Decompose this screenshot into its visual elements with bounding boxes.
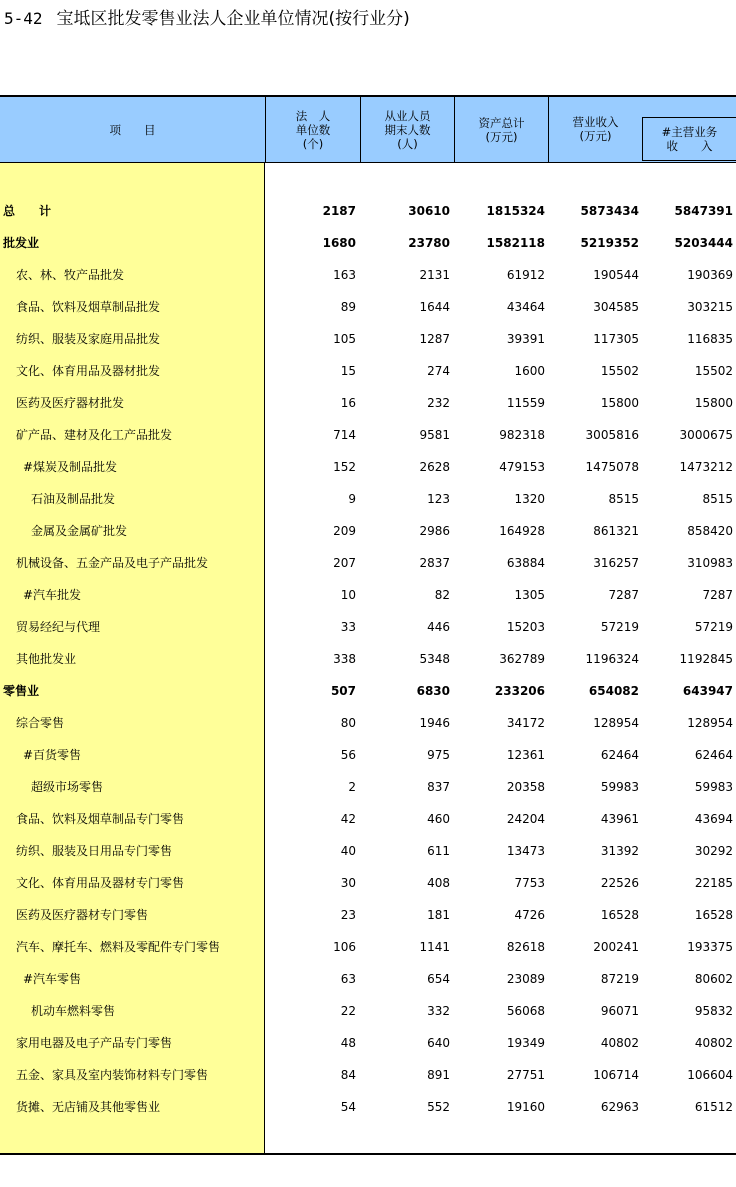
cell-total-assets: 34172 [506,716,545,730]
cell-operating-revenue: 40802 [600,1036,639,1050]
cell-employees: 975 [427,748,450,762]
cell-employees: 9581 [419,428,450,442]
row-label: #汽车批发 [23,588,82,602]
row-label: 综合零售 [16,716,65,730]
cell-unit-count: 2 [348,780,356,794]
cell-employees: 123 [427,492,450,506]
row-label: 总 计 [3,204,52,218]
cell-total-assets: 20358 [506,780,545,794]
cell-main-business-revenue: 57219 [694,620,733,634]
row-label: 纺织、服装及家庭用品批发 [16,332,161,346]
cell-total-assets: 39391 [506,332,545,346]
cell-total-assets: 479153 [499,460,545,474]
cell-unit-count: 33 [340,620,356,634]
cell-operating-revenue: 22526 [600,876,639,890]
row-label: 食品、饮料及烟草制品专门零售 [16,812,185,826]
cell-employees: 408 [427,876,450,890]
cell-total-assets: 982318 [499,428,545,442]
cell-total-assets: 233206 [494,684,545,698]
row-label: 批发业 [3,236,40,250]
table-row [0,675,736,707]
header-total-assets: 资产总计 (万元) [454,97,548,163]
cell-unit-count: 63 [340,972,356,986]
row-label: 家用电器及电子产品专门零售 [16,1036,173,1050]
row-label: #汽车零售 [23,972,82,986]
cell-main-business-revenue: 16528 [694,908,733,922]
row-label: 贸易经纪与代理 [16,620,101,634]
table-title: 宝坻区批发零售业法人企业单位情况(按行业分) [56,9,410,29]
table-row [0,803,736,835]
cell-total-assets: 13473 [506,844,545,858]
cell-unit-count: 207 [333,556,356,570]
cell-unit-count: 23 [340,908,356,922]
cell-employees: 30610 [408,204,450,218]
cell-operating-revenue: 200241 [593,940,639,954]
cell-employees: 552 [427,1100,450,1114]
cell-employees: 837 [427,780,450,794]
table-row [0,899,736,931]
cell-unit-count: 10 [340,588,356,602]
table-row [0,771,736,803]
cell-operating-revenue: 5873434 [580,204,639,218]
cell-employees: 2628 [419,460,450,474]
cell-employees: 1644 [419,300,450,314]
table-row [0,259,736,291]
cell-total-assets: 4726 [514,908,545,922]
cell-total-assets: 24204 [506,812,545,826]
cell-unit-count: 1680 [322,236,356,250]
row-label: 其他批发业 [16,652,77,666]
cell-unit-count: 40 [340,844,356,858]
cell-operating-revenue: 15800 [600,396,639,410]
cell-operating-revenue: 62464 [600,748,639,762]
row-label: 超级市场零售 [31,780,104,794]
cell-total-assets: 56068 [506,1004,545,1018]
cell-unit-count: 89 [340,300,356,314]
cell-operating-revenue: 106714 [593,1068,639,1082]
cell-employees: 23780 [408,236,450,250]
row-label: 农、林、牧产品批发 [16,268,125,282]
cell-main-business-revenue: 128954 [687,716,733,730]
cell-employees: 1946 [419,716,450,730]
cell-main-business-revenue: 15502 [694,364,733,378]
cell-operating-revenue: 128954 [593,716,639,730]
row-label: 机动车燃料零售 [31,1004,116,1018]
cell-total-assets: 164928 [499,524,545,538]
cell-main-business-revenue: 106604 [687,1068,733,1082]
cell-operating-revenue: 117305 [593,332,639,346]
cell-operating-revenue: 31392 [600,844,639,858]
cell-main-business-revenue: 62464 [694,748,733,762]
cell-main-business-revenue: 3000675 [679,428,733,442]
cell-employees: 2131 [419,268,450,282]
cell-employees: 1141 [419,940,450,954]
cell-unit-count: 54 [340,1100,356,1114]
cell-operating-revenue: 62963 [600,1100,639,1114]
table-row [0,451,736,483]
cell-total-assets: 82618 [506,940,545,954]
cell-unit-count: 105 [333,332,356,346]
table-row [0,739,736,771]
cell-employees: 2986 [419,524,450,538]
row-label: 汽车、摩托车、燃料及零配件专门零售 [16,940,221,954]
cell-operating-revenue: 5219352 [580,236,639,250]
cell-unit-count: 15 [340,364,356,378]
cell-unit-count: 48 [340,1036,356,1050]
cell-total-assets: 61912 [506,268,545,282]
cell-employees: 5348 [419,652,450,666]
header-operating-revenue: 营业收入 (万元) [548,97,642,163]
cell-total-assets: 362789 [499,652,545,666]
cell-unit-count: 30 [340,876,356,890]
cell-operating-revenue: 43961 [600,812,639,826]
table-row [0,195,736,227]
cell-employees: 6830 [416,684,450,698]
table-row [0,323,736,355]
table-number: 5-42 [4,9,43,28]
row-label: 纺织、服装及日用品专门零售 [16,844,173,858]
cell-employees: 82 [434,588,450,602]
cell-total-assets: 19160 [506,1100,545,1114]
cell-total-assets: 1305 [514,588,545,602]
cell-main-business-revenue: 858420 [687,524,733,538]
cell-main-business-revenue: 190369 [687,268,733,282]
table-row [0,227,736,259]
cell-employees: 611 [427,844,450,858]
cell-total-assets: 19349 [506,1036,545,1050]
cell-total-assets: 1320 [514,492,545,506]
header-main-business-revenue: #主营业务 收 入 [642,117,736,161]
cell-total-assets: 11559 [506,396,545,410]
table-row [0,643,736,675]
cell-employees: 232 [427,396,450,410]
table-header [0,95,736,163]
cell-total-assets: 1600 [514,364,545,378]
cell-employees: 891 [427,1068,450,1082]
cell-main-business-revenue: 116835 [687,332,733,346]
cell-employees: 654 [427,972,450,986]
cell-operating-revenue: 3005816 [585,428,639,442]
cell-main-business-revenue: 30292 [694,844,733,858]
cell-operating-revenue: 15502 [600,364,639,378]
cell-unit-count: 80 [340,716,356,730]
cell-main-business-revenue: 15800 [694,396,733,410]
statistics-table [0,95,736,1155]
table-bottom-border [0,1153,736,1155]
cell-main-business-revenue: 80602 [694,972,733,986]
cell-main-business-revenue: 95832 [694,1004,733,1018]
row-label: 零售业 [3,684,40,698]
row-label: 文化、体育用品及器材专门零售 [16,876,185,890]
table-row [0,611,736,643]
cell-main-business-revenue: 1192845 [679,652,733,666]
row-label: 机械设备、五金产品及电子产品批发 [16,556,209,570]
table-row [0,291,736,323]
cell-total-assets: 43464 [506,300,545,314]
cell-total-assets: 12361 [506,748,545,762]
cell-main-business-revenue: 43694 [694,812,733,826]
header-employees: 从业人员 期末人数 (人) [360,97,454,163]
table-row [0,1059,736,1091]
cell-unit-count: 714 [333,428,356,442]
cell-employees: 274 [427,364,450,378]
cell-operating-revenue: 59983 [600,780,639,794]
row-label: 文化、体育用品及器材批发 [16,364,161,378]
row-label: 食品、饮料及烟草制品批发 [16,300,161,314]
table-row [0,835,736,867]
cell-main-business-revenue: 40802 [694,1036,733,1050]
cell-main-business-revenue: 61512 [694,1100,733,1114]
cell-operating-revenue: 7287 [608,588,639,602]
row-label: 石油及制品批发 [31,492,116,506]
cell-main-business-revenue: 7287 [702,588,733,602]
row-label: 医药及医疗器材批发 [16,396,125,410]
cell-unit-count: 42 [340,812,356,826]
cell-operating-revenue: 16528 [600,908,639,922]
row-label: 货摊、无店铺及其他零售业 [16,1100,161,1114]
cell-total-assets: 63884 [506,556,545,570]
cell-total-assets: 15203 [506,620,545,634]
cell-unit-count: 163 [333,268,356,282]
table-row [0,483,736,515]
cell-operating-revenue: 861321 [593,524,639,538]
cell-employees: 460 [427,812,450,826]
row-label: #煤炭及制品批发 [23,460,118,474]
table-row [0,931,736,963]
cell-unit-count: 16 [340,396,356,410]
table-row [0,515,736,547]
row-label: 金属及金属矿批发 [31,524,128,538]
cell-main-business-revenue: 643947 [682,684,733,698]
cell-main-business-revenue: 22185 [694,876,733,890]
row-label: 五金、家具及室内装饰材料专门零售 [16,1068,209,1082]
cell-employees: 181 [427,908,450,922]
cell-operating-revenue: 304585 [593,300,639,314]
cell-operating-revenue: 316257 [593,556,639,570]
cell-main-business-revenue: 1473212 [679,460,733,474]
cell-operating-revenue: 1475078 [585,460,639,474]
cell-operating-revenue: 1196324 [585,652,639,666]
cell-main-business-revenue: 5203444 [674,236,733,250]
table-row [0,1091,736,1123]
cell-unit-count: 209 [333,524,356,538]
table-row [0,547,736,579]
cell-unit-count: 9 [348,492,356,506]
cell-total-assets: 27751 [506,1068,545,1082]
table-row [0,387,736,419]
page-title [4,6,410,32]
cell-total-assets: 1815324 [486,204,545,218]
cell-main-business-revenue: 303215 [687,300,733,314]
cell-main-business-revenue: 310983 [687,556,733,570]
cell-employees: 332 [427,1004,450,1018]
header-item: 项 目 [109,123,156,137]
cell-operating-revenue: 654082 [588,684,639,698]
cell-operating-revenue: 96071 [600,1004,639,1018]
cell-employees: 2837 [419,556,450,570]
cell-employees: 640 [427,1036,450,1050]
cell-unit-count: 22 [340,1004,356,1018]
cell-operating-revenue: 190544 [593,268,639,282]
cell-total-assets: 1582118 [486,236,545,250]
cell-operating-revenue: 57219 [600,620,639,634]
cell-operating-revenue: 8515 [608,492,639,506]
cell-unit-count: 507 [330,684,356,698]
cell-unit-count: 84 [340,1068,356,1082]
table-row [0,995,736,1027]
table-row [0,867,736,899]
cell-total-assets: 23089 [506,972,545,986]
cell-unit-count: 2187 [322,204,356,218]
table-row [0,1027,736,1059]
cell-main-business-revenue: 59983 [694,780,733,794]
cell-main-business-revenue: 193375 [687,940,733,954]
cell-main-business-revenue: 8515 [702,492,733,506]
table-row [0,355,736,387]
cell-unit-count: 56 [340,748,356,762]
header-unit-count: 法 人 单位数 (个) [265,97,360,163]
table-row [0,963,736,995]
row-label: 医药及医疗器材专门零售 [16,908,149,922]
cell-unit-count: 338 [333,652,356,666]
cell-employees: 1287 [419,332,450,346]
cell-unit-count: 152 [333,460,356,474]
cell-total-assets: 7753 [514,876,545,890]
cell-employees: 446 [427,620,450,634]
row-label: 矿产品、建材及化工产品批发 [16,428,173,442]
cell-operating-revenue: 87219 [600,972,639,986]
table-row [0,419,736,451]
table-row [0,707,736,739]
table-row [0,579,736,611]
row-label: #百货零售 [23,748,82,762]
cell-main-business-revenue: 5847391 [674,204,733,218]
cell-unit-count: 106 [333,940,356,954]
